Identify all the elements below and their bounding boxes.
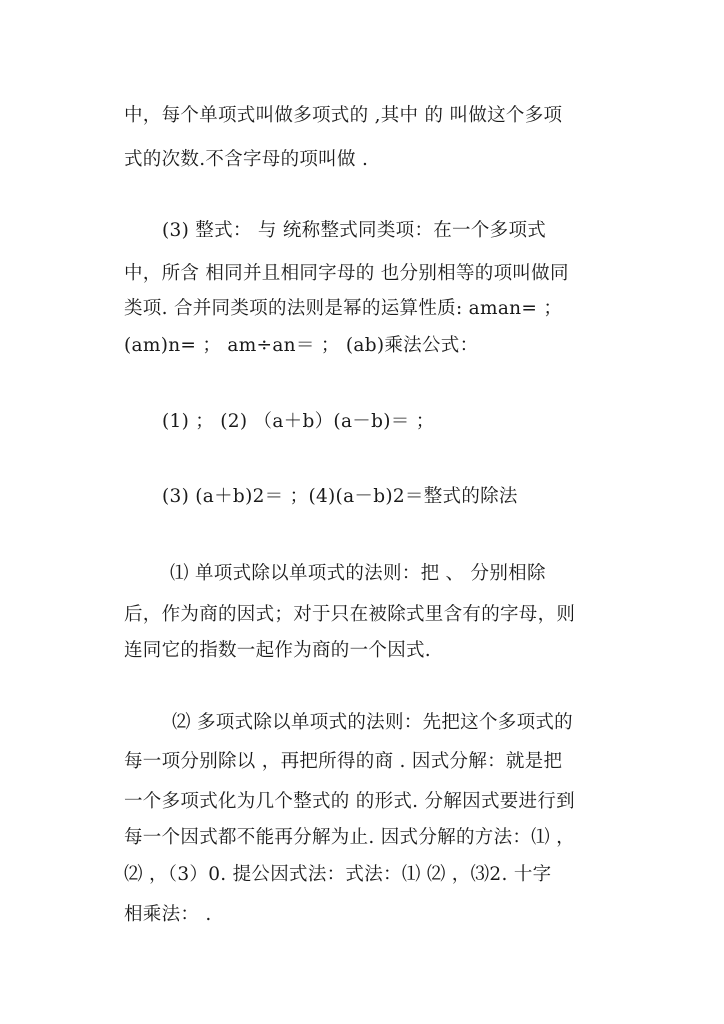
text-line-12: ⑵ 多项式除以单项式的法则：先把这个多项式的 [172,712,573,733]
text-line-3: (3) 整式： 与 统称整式同类项：在一个多项式 [162,220,547,241]
text-line-17: 相乘法： . [124,904,212,925]
text-line-10: 后，作为商的因式；对于只在被除式里含有的字母，则 [124,604,576,625]
text-line-5: 类项. 合并同类项的法则是幂的运算性质: aman= ； [124,298,563,319]
text-line-2: 式的次数.不含字母的项叫做 . [124,149,369,170]
text-line-16: ⑵ ，（3）0. 提公因式法：式法：⑴ ⑵ ，⑶2. 十字 [124,864,552,885]
text-line-6: (am)n= ； am÷an＝ ； (ab)乘法公式： [124,335,479,356]
text-line-15: 每一个因式都不能再分解为止. 因式分解的方法：⑴ ， [124,827,575,848]
text-line-11: 连同它的指数一起作为商的一个因式. [124,640,431,661]
text-line-8: (3) (a＋b)2＝ ；(4)(a－b)2＝整式的除法 [162,486,518,507]
text-line-1: 中，每个单项式叫做多项式的 ,其中 的 叫做这个多项 [124,105,563,126]
text-line-14: 一个多项式化为几个整式的 的形式. 分解因式要进行到 [124,791,575,812]
text-line-4: 中，所含 相同并且相同字母的 也分别相等的项叫做同 [124,263,569,284]
text-line-9: ⑴ 单项式除以单项式的法则：把 、 分别相除 [170,563,546,584]
text-line-7: (1) ； (2) （a＋b）(a－b)＝ ； [162,411,435,432]
text-line-13: 每一项分别除以 ，再把所得的商 . 因式分解：就是把 [124,751,563,772]
